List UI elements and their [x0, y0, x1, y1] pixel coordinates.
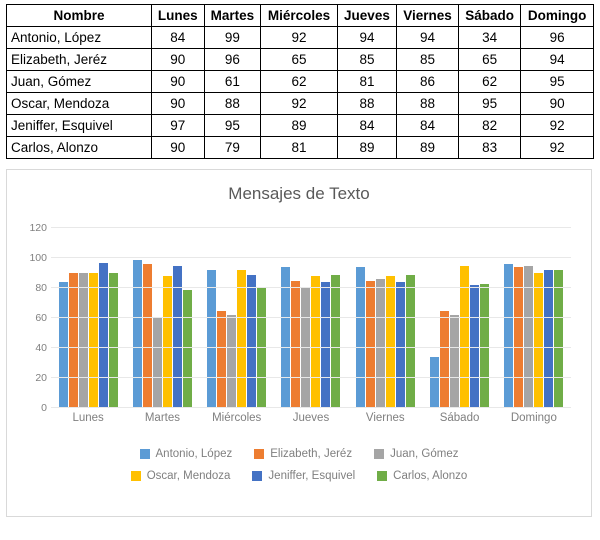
cell-value: 84 — [337, 115, 396, 137]
legend-label: Elizabeth, Jeréz — [270, 448, 353, 460]
x-axis-labels — [51, 412, 571, 424]
cell-value: 95 — [521, 71, 594, 93]
cell-value: 85 — [337, 49, 396, 71]
bar-group — [281, 228, 340, 408]
legend-item[interactable] — [131, 470, 231, 482]
cell-value: 96 — [521, 27, 594, 49]
bar — [59, 282, 68, 408]
cell-value: 83 — [458, 137, 520, 159]
cell-value: 95 — [204, 115, 261, 137]
bar — [504, 264, 513, 408]
cell-value: 90 — [152, 93, 205, 115]
cell-value: 95 — [458, 93, 520, 115]
gridline — [51, 317, 571, 318]
cell-value: 65 — [458, 49, 520, 71]
column-header-miercoles: Miércoles — [261, 5, 338, 27]
cell-value: 92 — [521, 137, 594, 159]
bar — [331, 275, 340, 409]
bar — [89, 273, 98, 408]
x-axis-tick-label: Martes — [144, 412, 180, 424]
gridline — [51, 407, 571, 408]
bar-groups — [51, 228, 571, 408]
cell-value: 89 — [337, 137, 396, 159]
chart-container — [6, 169, 592, 517]
cell-value: 62 — [261, 71, 338, 93]
bar — [133, 260, 142, 409]
column-header-sabado: Sábado — [458, 5, 520, 27]
bar-group — [207, 228, 266, 408]
chart-title: Mensajes de Texto — [228, 184, 370, 203]
gridline — [51, 347, 571, 348]
bar — [396, 282, 405, 408]
bar — [440, 311, 449, 409]
x-axis-tick-label: Jueves — [292, 412, 330, 424]
y-axis-labels — [17, 222, 47, 414]
plot-area — [51, 228, 571, 408]
cell-name: Elizabeth, Jeréz — [7, 49, 152, 71]
bar-group — [504, 228, 563, 408]
y-axis-tick-label: 40 — [35, 342, 47, 354]
cell-value: 84 — [152, 27, 205, 49]
bar — [366, 281, 375, 409]
y-axis-tick-label: 80 — [35, 282, 47, 294]
bar — [247, 275, 256, 409]
cell-value: 92 — [521, 115, 594, 137]
cell-value: 97 — [152, 115, 205, 137]
cell-value: 94 — [521, 49, 594, 71]
gridline — [51, 227, 571, 228]
bar — [554, 270, 563, 408]
gridline — [51, 377, 571, 378]
bar-group — [430, 228, 489, 408]
bar — [143, 264, 152, 408]
gridline — [51, 257, 571, 258]
table-row — [7, 93, 594, 115]
cell-value: 90 — [521, 93, 594, 115]
legend-row — [140, 448, 459, 460]
cell-name: Oscar, Mendoza — [7, 93, 152, 115]
bar — [480, 284, 489, 409]
y-axis-tick-label: 100 — [29, 252, 47, 264]
cell-value: 61 — [204, 71, 261, 93]
table-header-row — [7, 5, 594, 27]
bar — [376, 279, 385, 408]
bar — [534, 273, 543, 408]
bar — [79, 273, 88, 408]
cell-value: 94 — [396, 27, 458, 49]
legend-item[interactable] — [254, 448, 352, 460]
legend-swatch-icon — [254, 449, 264, 459]
x-axis-tick-label: Sábado — [439, 412, 480, 424]
y-axis-tick-label: 20 — [35, 372, 47, 384]
bar — [69, 273, 78, 408]
cell-value: 92 — [261, 27, 338, 49]
table-header — [7, 5, 594, 27]
cell-value: 84 — [396, 115, 458, 137]
cell-value: 89 — [396, 137, 458, 159]
y-axis-tick-label: 120 — [29, 222, 47, 234]
bar — [237, 270, 246, 408]
bar — [217, 311, 226, 409]
x-axis-tick-label: Miércoles — [212, 412, 262, 424]
bar — [99, 263, 108, 409]
legend-row — [131, 470, 468, 482]
cell-name: Jeniffer, Esquivel — [7, 115, 152, 137]
bar — [163, 276, 172, 408]
gridline — [51, 287, 571, 288]
bar — [356, 267, 365, 408]
bar — [321, 282, 330, 408]
legend-label: Antonio, López — [155, 448, 233, 460]
bar — [207, 270, 216, 408]
column-header-domingo: Domingo — [521, 5, 594, 27]
x-axis-tick-label: Domingo — [510, 412, 557, 424]
bar — [109, 273, 118, 408]
cell-value: 62 — [458, 71, 520, 93]
cell-value: 85 — [396, 49, 458, 71]
cell-value: 88 — [396, 93, 458, 115]
cell-name: Carlos, Alonzo — [7, 137, 152, 159]
column-header-lunes: Lunes — [152, 5, 205, 27]
legend-swatch-icon — [131, 471, 141, 481]
legend-label: Oscar, Mendoza — [146, 470, 231, 482]
cell-value: 81 — [261, 137, 338, 159]
y-axis-tick-label: 60 — [35, 312, 47, 324]
table-row — [7, 71, 594, 93]
bar-group — [133, 228, 192, 408]
column-header-viernes: Viernes — [396, 5, 458, 27]
column-header-martes: Martes — [204, 5, 261, 27]
bar — [311, 276, 320, 408]
column-header-jueves: Jueves — [337, 5, 396, 27]
bar — [153, 317, 162, 409]
cell-name: Juan, Gómez — [7, 71, 152, 93]
legend-swatch-icon — [377, 471, 387, 481]
cell-value: 99 — [204, 27, 261, 49]
bar — [406, 275, 415, 409]
cell-value: 94 — [337, 27, 396, 49]
cell-value: 92 — [261, 93, 338, 115]
bar — [281, 267, 290, 408]
bar — [514, 267, 523, 408]
legend-swatch-icon — [374, 449, 384, 459]
cell-value: 34 — [458, 27, 520, 49]
bar — [450, 315, 459, 408]
x-axis-tick-label: Viernes — [365, 412, 405, 424]
legend-item[interactable] — [374, 448, 458, 460]
table-row — [7, 49, 594, 71]
y-axis-tick-label: 0 — [41, 402, 47, 414]
table-row — [7, 137, 594, 159]
cell-value: 90 — [152, 137, 205, 159]
cell-value: 86 — [396, 71, 458, 93]
legend-swatch-icon — [252, 471, 262, 481]
cell-value: 90 — [152, 71, 205, 93]
cell-value: 89 — [261, 115, 338, 137]
bar-group — [356, 228, 415, 408]
scores-table — [6, 4, 594, 159]
chart-legend — [7, 448, 591, 482]
table-row — [7, 27, 594, 49]
bar-group — [59, 228, 118, 408]
table-row — [7, 115, 594, 137]
legend-label: Juan, Gómez — [390, 448, 459, 460]
bar — [430, 357, 439, 408]
table-body — [7, 27, 594, 159]
cell-value: 81 — [337, 71, 396, 93]
cell-value: 79 — [204, 137, 261, 159]
x-axis-tick-label: Lunes — [72, 412, 104, 424]
bar — [544, 270, 553, 408]
legend-label: Carlos, Alonzo — [393, 470, 468, 482]
bar — [291, 281, 300, 409]
data-table-container — [0, 0, 600, 159]
cell-value: 88 — [337, 93, 396, 115]
cell-value: 65 — [261, 49, 338, 71]
cell-value: 96 — [204, 49, 261, 71]
legend-swatch-icon — [140, 449, 150, 459]
legend-label: Jeniffer, Esquivel — [268, 470, 356, 482]
cell-value: 90 — [152, 49, 205, 71]
bar — [183, 290, 192, 409]
bar — [227, 315, 236, 408]
cell-value: 88 — [204, 93, 261, 115]
bar — [386, 276, 395, 408]
cell-name: Antonio, López — [7, 27, 152, 49]
column-header-nombre: Nombre — [7, 5, 152, 27]
cell-value: 82 — [458, 115, 520, 137]
legend-item[interactable] — [377, 470, 467, 482]
legend-item[interactable] — [140, 448, 233, 460]
legend-item[interactable] — [252, 470, 355, 482]
